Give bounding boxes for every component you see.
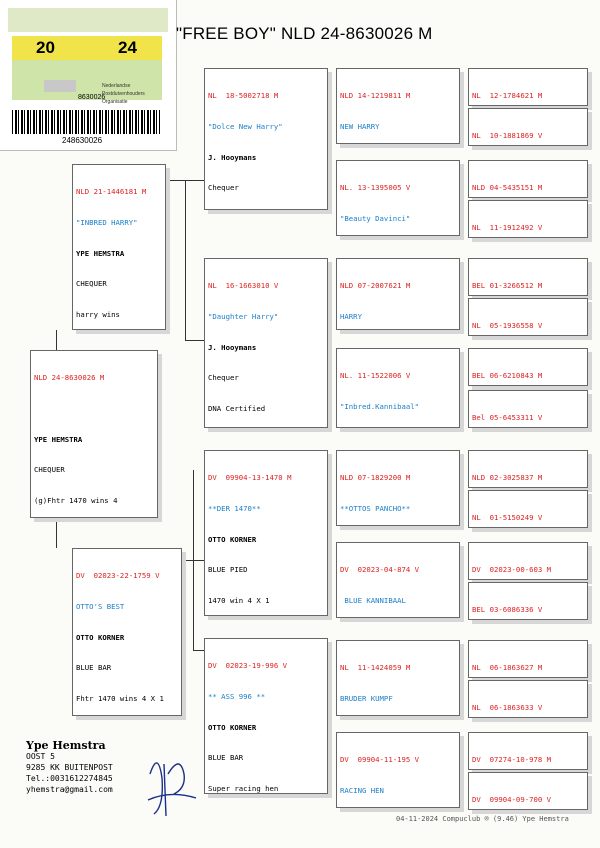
info-line: (g)Fhtr 1470 wins 4 xyxy=(34,495,118,505)
ring-card xyxy=(0,0,177,151)
connector xyxy=(460,290,461,310)
info-line: Fhtr 1470 wins 4 X 1 xyxy=(76,693,164,703)
pigeon-card-g6 xyxy=(468,298,588,336)
info-line: CHEQUER xyxy=(34,465,65,475)
pigeon-card-mmf xyxy=(336,640,460,716)
ring-number: 8630026 xyxy=(78,94,106,101)
pigeon-card-g13 xyxy=(468,640,588,678)
owner-name: J. Hooymans xyxy=(208,342,257,352)
ring-org xyxy=(102,82,145,106)
ring-number: BEL 03-6086336 V xyxy=(472,605,543,615)
owner-name: YPE HEMSTRA xyxy=(76,248,125,258)
pigeon-card-fmm xyxy=(336,348,460,428)
pigeon-card-g14 xyxy=(468,680,588,718)
info-line: 1470 win 4 X 1 xyxy=(208,595,270,605)
owner-name: OTTO KORNER xyxy=(208,722,257,732)
connector xyxy=(328,480,329,560)
pigeon-name: RACING HEN xyxy=(340,786,384,796)
connector xyxy=(328,690,329,750)
pigeon-name: **OTTOS PANCHO** xyxy=(340,504,411,514)
ring-number: NL 10-1881869 V xyxy=(472,131,543,141)
pigeon-card-g7 xyxy=(468,348,588,386)
connector xyxy=(56,518,57,548)
barcode-number: 248630026 xyxy=(62,136,103,145)
connector xyxy=(460,750,461,770)
address-line: OOST 5 xyxy=(26,752,55,761)
pigeon-name: OTTO'S BEST xyxy=(76,602,125,612)
info-line: Chequer xyxy=(208,373,239,383)
ring-number: NL 01-5150249 V xyxy=(472,513,543,523)
pigeon-card-g8 xyxy=(468,390,588,428)
pigeon-card-mf xyxy=(204,450,328,616)
page-title: "FREE BOY" NLD 24-8630026 M xyxy=(176,24,433,43)
ring-number: BEL 06-6210843 M xyxy=(472,371,543,381)
connector xyxy=(460,480,461,500)
ring-number: NLD 24-8630026 M xyxy=(34,373,105,383)
pigeon-name xyxy=(34,404,154,414)
info-line: Chequer xyxy=(208,183,239,193)
ring-number: NLD 07-2007621 M xyxy=(340,281,411,291)
pigeon-name: "INBRED HARRY" xyxy=(76,218,138,228)
phone-line: Tel.:0031612274845 xyxy=(26,774,113,783)
owner-name: J. Hooymans xyxy=(208,152,257,162)
connector xyxy=(460,570,461,590)
pigeon-card-g3 xyxy=(468,160,588,198)
pigeon-card-mfm xyxy=(336,542,460,618)
connector xyxy=(193,650,204,651)
ring-number: DV 09904-11-195 V xyxy=(340,755,420,765)
ring-year-left: 20 xyxy=(36,38,55,57)
pigeon-card-g5 xyxy=(468,258,588,296)
pigeon-card-ff xyxy=(204,68,328,210)
connector xyxy=(185,340,204,341)
ring-number: DV 02023-04-874 V xyxy=(340,565,420,575)
pigeon-name: "Daughter Harry" xyxy=(208,312,279,322)
ring-number: DV 07274-10-978 M xyxy=(472,755,552,765)
owner-name: OTTO KORNER xyxy=(208,534,257,544)
connector xyxy=(185,180,186,340)
owner-name: YPE HEMSTRA xyxy=(34,434,83,444)
ring-number: NL 11-1912492 V xyxy=(472,223,543,233)
pigeon-name: "Dolce New Harry" xyxy=(208,122,283,132)
ring-number: NL 11-1424059 M xyxy=(340,663,411,673)
ring-number: NLD 04-5435151 M xyxy=(472,183,543,193)
ring-year-right: 24 xyxy=(118,38,137,57)
pigeon-card-g1 xyxy=(468,68,588,106)
ring-number: DV 09904-13-1470 M xyxy=(208,473,292,483)
pigeon-card-g2 xyxy=(468,108,588,146)
ring-card-yellow-band xyxy=(12,36,162,60)
ring-org-line: Nederlandse xyxy=(102,83,131,89)
connector xyxy=(460,390,461,410)
owner-address-block xyxy=(26,740,113,795)
info-line: BLUE BAR xyxy=(208,753,244,763)
ring-number: DV 02023-22-1759 V xyxy=(76,571,160,581)
ring-number: NLD 14-1219811 M xyxy=(340,91,411,101)
ring-org-line: Organisatie xyxy=(102,99,128,105)
ring-number: NLD 21-1446181 M xyxy=(76,187,147,197)
info-line: CHEQUER xyxy=(76,279,107,289)
info-line: DNA Certified xyxy=(208,403,266,413)
owner-name-heading: Ype Hemstra xyxy=(26,739,106,752)
pigeon-card-g12 xyxy=(468,582,588,620)
pigeon-card-g9 xyxy=(468,450,588,488)
pigeon-card-fmf xyxy=(336,258,460,330)
connector xyxy=(328,120,329,200)
ring-number: DV 09904-09-700 V xyxy=(472,795,552,805)
pigeon-card-mff xyxy=(336,450,460,526)
owner-name: OTTO KORNER xyxy=(76,632,125,642)
ring-number: NL. 11-1522006 V xyxy=(340,371,411,381)
connector xyxy=(460,100,461,120)
pigeon-name: "Inbred.Kannibaal" xyxy=(340,402,420,412)
connector xyxy=(460,200,461,220)
pigeon-card-g15 xyxy=(468,732,588,770)
pigeon-card-mm xyxy=(204,638,328,794)
pigeon-name: "Beauty Davinci" xyxy=(340,214,411,224)
info-line: BLUE PIED xyxy=(208,565,248,575)
ring-number: DV 02023-00-603 M xyxy=(472,565,552,575)
pigeon-card-ffm xyxy=(336,160,460,236)
pigeon-name: BRUDER KUMPF xyxy=(340,694,393,704)
ring-number: NL 05-1936558 V xyxy=(472,321,543,331)
barcode xyxy=(12,110,160,134)
ring-number: NL 06-1863627 M xyxy=(472,663,543,673)
pigeon-name: ** ASS 996 ** xyxy=(208,692,266,702)
ring-card-redacted xyxy=(44,80,76,92)
connector xyxy=(193,470,194,650)
ring-number: NL. 13-1395005 V xyxy=(340,183,411,193)
pigeon-card-father xyxy=(72,164,166,330)
ring-number: DV 02023-19-996 V xyxy=(208,661,288,671)
address-line: 9285 KK BUITENPOST xyxy=(26,763,113,772)
connector xyxy=(460,660,461,680)
info-line: BLUE BAR xyxy=(76,663,112,673)
connector xyxy=(328,330,329,390)
info-line: harry wins xyxy=(76,309,120,319)
pigeon-name: **DER 1470** xyxy=(208,504,261,514)
pigeon-card-g10 xyxy=(468,490,588,528)
pigeon-name: NEW HARRY xyxy=(340,122,380,132)
pigeon-card-g16 xyxy=(468,772,588,810)
ring-number: NL 16-1663010 V xyxy=(208,281,279,291)
pigeon-card-g4 xyxy=(468,200,588,238)
pigeon-card-g11 xyxy=(468,542,588,580)
pigeon-name: HARRY xyxy=(340,312,362,322)
ring-org-line: Postduivenhouders xyxy=(102,91,145,97)
ring-number: NL 18-5002718 M xyxy=(208,91,279,101)
ring-card-header xyxy=(8,8,168,32)
ring-number: BEL 01-3266512 M xyxy=(472,281,543,291)
footer-credit: 04-11-2024 Compuclub ® (9.46) Ype Hemstra xyxy=(396,815,569,823)
info-line: Super racing hen xyxy=(208,783,279,793)
pigeon-name: BLUE KANNIBAAL xyxy=(340,596,406,606)
ring-number: NLD 07-1829200 M xyxy=(340,473,411,483)
ring-number: NL 12-1784621 M xyxy=(472,91,543,101)
connector xyxy=(56,330,57,352)
pigeon-card-fm xyxy=(204,258,328,428)
ring-number: NLD 02-3025837 M xyxy=(472,473,543,483)
email-line: yhemstra@gmail.com xyxy=(26,785,113,794)
pigeon-card-subject xyxy=(30,350,158,518)
pigeon-card-mmm xyxy=(336,732,460,808)
pigeon-card-fff xyxy=(336,68,460,144)
pigeon-card-mother xyxy=(72,548,182,716)
ring-number: Bel 05-6453311 V xyxy=(472,413,543,423)
ring-number: NL 06-1863633 V xyxy=(472,703,543,713)
signature xyxy=(140,744,200,824)
